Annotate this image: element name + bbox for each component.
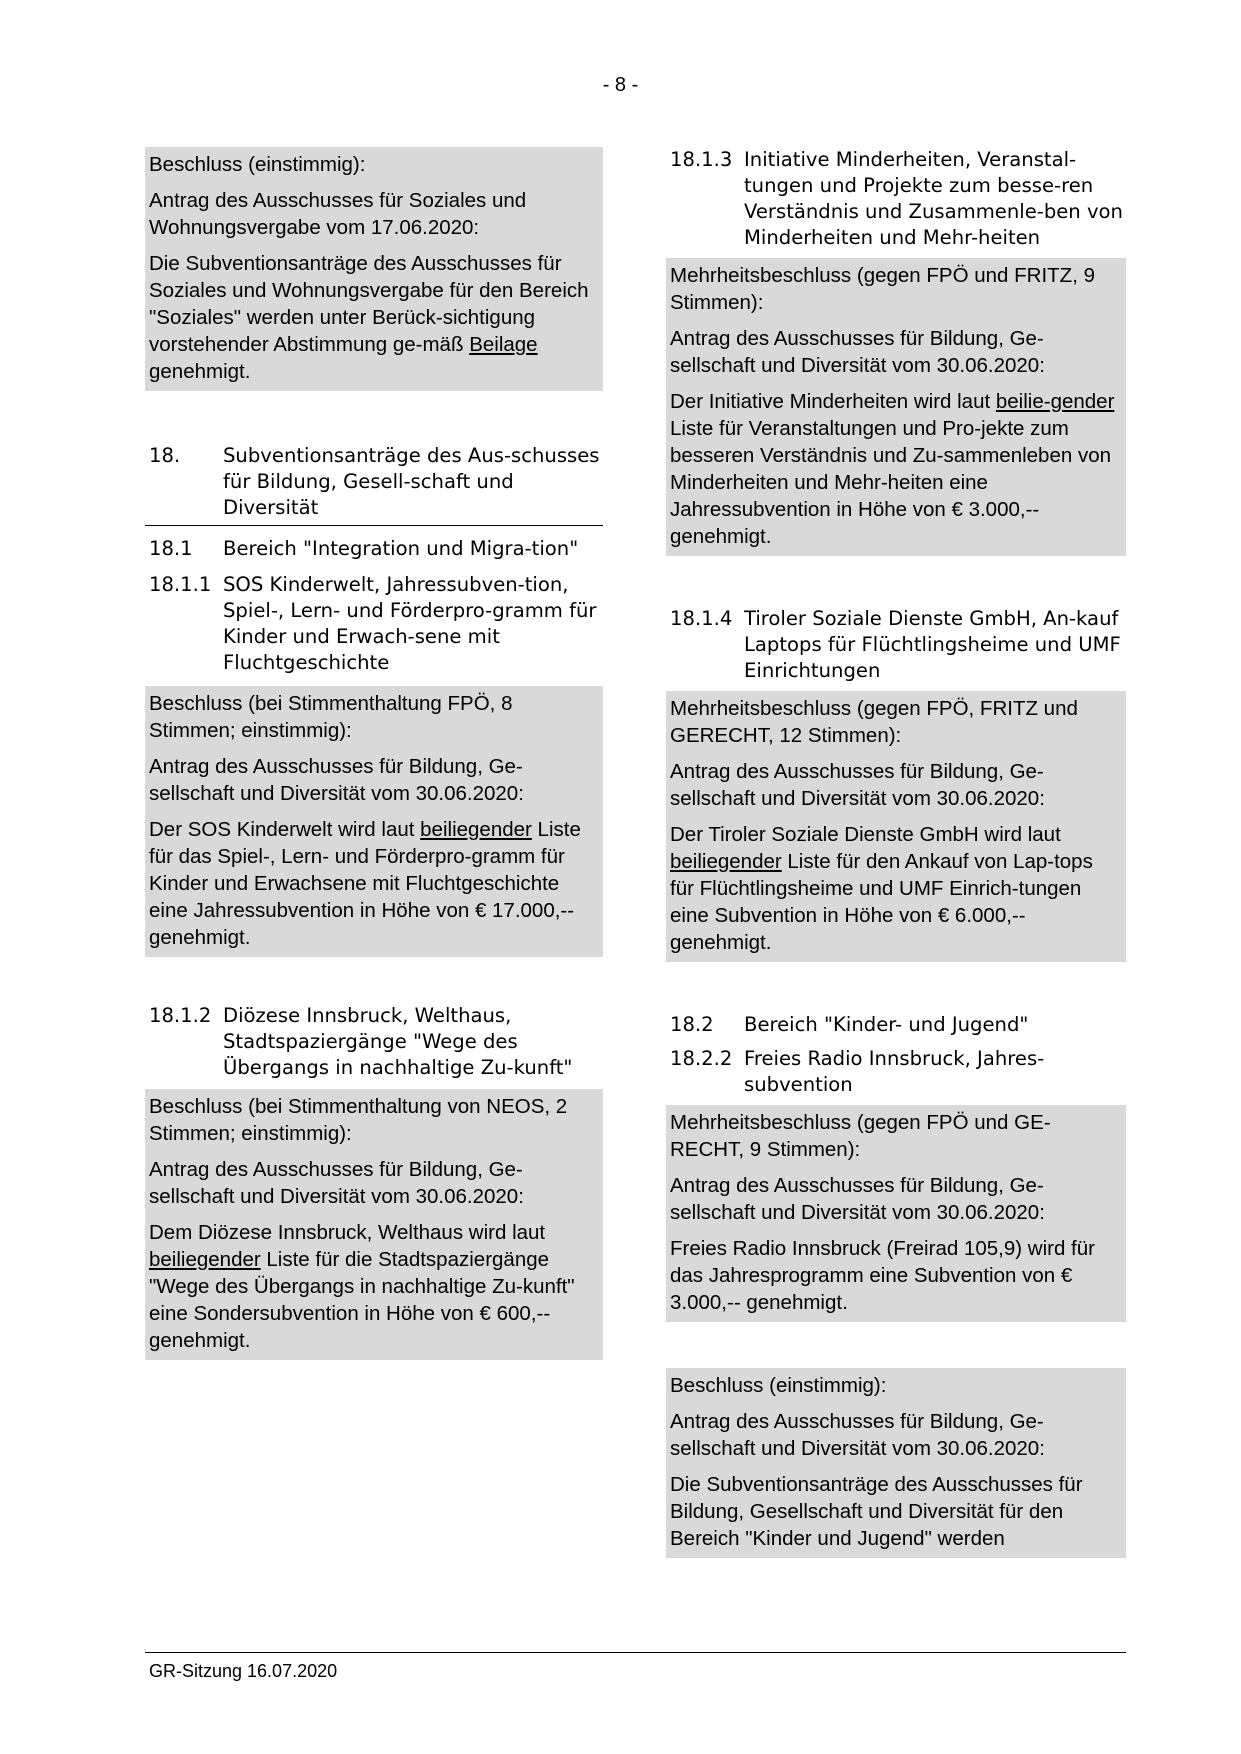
motion-line: Antrag des Ausschusses für Soziales und Wohnungsvergabe vom 17.06.2020: <box>149 189 527 239</box>
motion-line: Antrag des Ausschusses für Bildung, Ge-sellschaft und Diversität vom 30.06.2020: <box>670 1410 1045 1460</box>
resolution-text: Die Subventionsanträge des Ausschusses für Bildung, Gesellschaft und Diversität für den Bereich "Kinder und Jugend" werden <box>670 1473 1083 1550</box>
page-number: - 8 - <box>602 74 639 96</box>
section-heading-18-2: 18.2 Bereich "Kinder- und Jugend" <box>670 1013 1029 1036</box>
attachment-link[interactable]: beiliegender <box>149 1248 261 1271</box>
resolution-box-kinder-jugend <box>666 1368 1126 1558</box>
resolution-box-sos-kinderwelt <box>145 686 603 957</box>
resolution-box-initiative-minderheiten <box>666 258 1126 556</box>
motion-line: Antrag des Ausschusses für Bildung, Ge-sellschaft und Diversität vom 30.06.2020: <box>670 327 1045 377</box>
resolution-type: Mehrheitsbeschluss (gegen FPÖ und GE-RECHT, 9 Stimmen): <box>670 1111 1051 1161</box>
attachment-link[interactable]: beiliegender <box>420 818 532 841</box>
attachment-link[interactable]: Beilage <box>469 333 538 356</box>
section-heading-18: 18. Subventionsanträge des Aus-schusses für Bildung, Gesell-schaft und Diversität <box>145 443 603 526</box>
footer-divider <box>145 1652 1126 1653</box>
motion-line: Antrag des Ausschusses für Bildung, Ge-sellschaft und Diversität vom 30.06.2020: <box>670 1174 1045 1224</box>
resolution-text: Dem Diözese Innsbruck, Welthaus wird laut beiliegender Liste für die Stadtspaziergänge "Wege des Übergangs in nachhaltige Zu-kunft" eine Sondersubvention in Höhe von € 600,-- genehmigt. <box>149 1221 575 1352</box>
attachment-link[interactable]: beiliegender <box>670 850 782 873</box>
section-heading-18-2-2: 18.2.2 Freies Radio Innsbruck, Jahres-subvention <box>670 1047 1045 1096</box>
right-column <box>666 147 1126 1558</box>
resolution-box-freies-radio <box>666 1105 1126 1322</box>
resolution-type: Beschluss (einstimmig): <box>670 1374 887 1397</box>
resolution-text: Die Subventionsanträge des Ausschusses für Soziales und Wohnungsvergabe für den Bereich "Soziales" werden unter Berück-sichtigung vorstehender Abstimmung ge-mäß Beilage genehmigt. <box>149 252 589 383</box>
resolution-box-dioezese <box>145 1089 603 1360</box>
attachment-link[interactable]: beilie-gender <box>995 390 1115 413</box>
resolution-box-tiroler-soziale-dienste <box>666 691 1126 962</box>
section-heading-18-1-2: 18.1.2 Diözese Innsbruck, Welthaus, Stadtspaziergänge "Wege des Übergangs in nachhaltige Zu-kunft" <box>149 1004 573 1079</box>
resolution-type: Beschluss (bei Stimmenthaltung FPÖ, 8 Stimmen; einstimmig): <box>149 692 513 742</box>
resolution-box-soziales <box>145 147 603 391</box>
resolution-type: Beschluss (bei Stimmenthaltung von NEOS, 2 Stimmen; einstimmig): <box>149 1095 568 1145</box>
section-heading-18-1-3: 18.1.3 Initiative Minderheiten, Veranstal-tungen und Projekte zum besse-ren Verständnis und Zusammenle-ben von Minderheiten und Mehr-heiten <box>670 148 1123 249</box>
resolution-type: Mehrheitsbeschluss (gegen FPÖ, FRITZ und GERECHT, 12 Stimmen): <box>670 697 1078 747</box>
motion-line: Antrag des Ausschusses für Bildung, Ge-sellschaft und Diversität vom 30.06.2020: <box>149 755 524 805</box>
motion-line: Antrag des Ausschusses für Bildung, Ge-sellschaft und Diversität vom 30.06.2020: <box>670 760 1045 810</box>
left-column <box>145 147 603 1360</box>
section-heading-18-1: 18.1 Bereich "Integration und Migra-tion" <box>149 537 579 560</box>
resolution-text: Der Tiroler Soziale Dienste GmbH wird laut beiliegender Liste für den Ankauf von Lap-tops für Flüchtlingsheime und UMF Einrich-tungen eine Subvention in Höhe von € 6.000,-- genehmigt. <box>670 823 1093 954</box>
resolution-type: Mehrheitsbeschluss (gegen FPÖ und FRITZ, 9 Stimmen): <box>670 264 1095 314</box>
resolution-type: Beschluss (einstimmig): <box>149 153 366 176</box>
resolution-text: Freies Radio Innsbruck (Freirad 105,9) wird für das Jahresprogramm eine Subvention von € 3.000,-- genehmigt. <box>670 1237 1095 1314</box>
footer-text: GR-Sitzung 16.07.2020 <box>149 1661 338 1681</box>
section-heading-18-1-1: 18.1.1 SOS Kinderwelt, Jahressubven-tion, Spiel-, Lern- und Förderpro-gramm für Kinder und Erwach-sene mit Fluchtgeschichte <box>149 573 597 674</box>
resolution-text: Der SOS Kinderwelt wird laut beiliegender Liste für das Spiel-, Lern- und Förderpro-gramm für Kinder und Erwachsene mit Fluchtgeschichte eine Jahressubvention in Höhe von € 17.000,-- genehmigt. <box>149 818 581 949</box>
section-heading-18-1-4: 18.1.4 Tiroler Soziale Dienste GmbH, An-kauf Laptops für Flüchtlingsheime und UMF Einrichtungen <box>670 607 1121 682</box>
resolution-text: Der Initiative Minderheiten wird laut beilie-gender Liste für Veranstaltungen und Pro-jekte zum besseren Verständnis und Zu-sammenleben von Minderheiten und Mehr-heiten eine Jahressubvention in Höhe von € 3.000,-- genehmigt. <box>670 390 1115 548</box>
motion-line: Antrag des Ausschusses für Bildung, Ge-sellschaft und Diversität vom 30.06.2020: <box>149 1158 524 1208</box>
